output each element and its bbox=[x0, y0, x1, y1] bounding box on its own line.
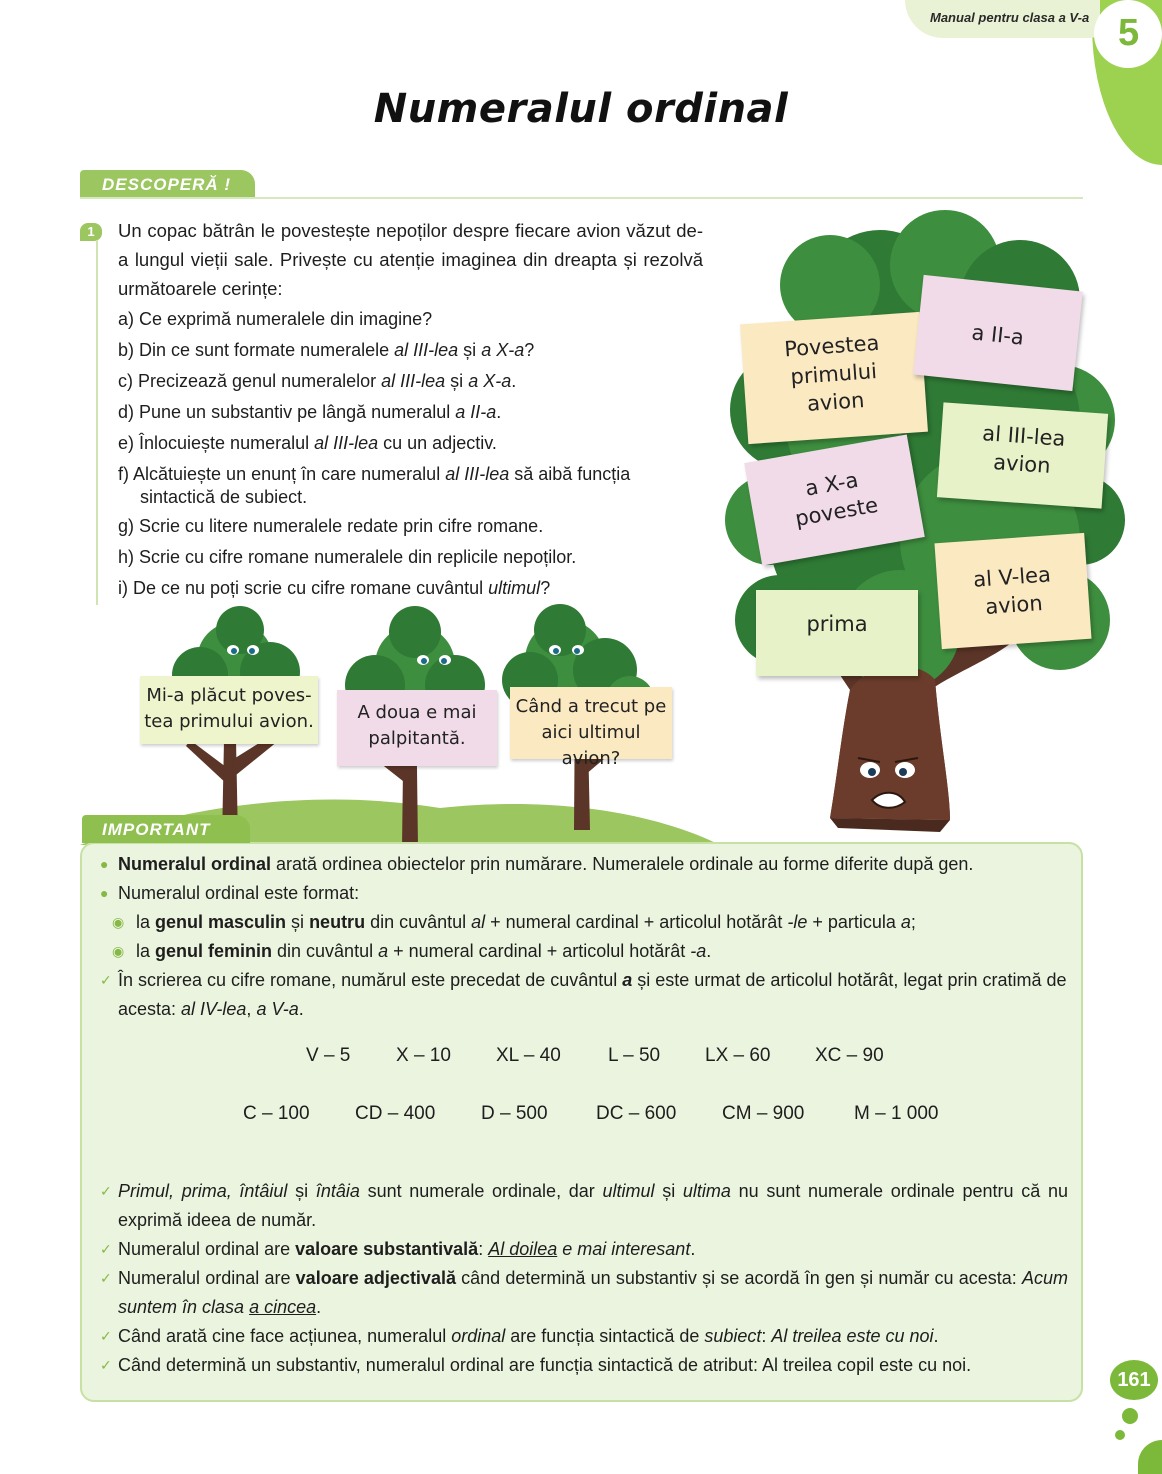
task-c: c) Precizează genul numeralelor al III-lea și a X-a. bbox=[118, 371, 517, 391]
rule-subject: ✓ Când arată cine face acțiunea, numeralul ordinal are funcția sintactică de subiect: Al treilea este cu noi. bbox=[98, 1322, 1068, 1351]
descopera-label: DESCOPERĂ ! bbox=[80, 170, 255, 198]
speech-note-3: Când a trecut pe aici ultimul avion? bbox=[510, 687, 672, 759]
check-icon: ✓ bbox=[100, 1270, 112, 1286]
chapter-number: 5 bbox=[1118, 12, 1140, 54]
roman-item: M – 1 000 bbox=[854, 1103, 939, 1124]
rule-formation: ● Numeralul ordinal este format: bbox=[98, 879, 1068, 908]
roman-item: CD – 400 bbox=[355, 1103, 436, 1124]
task-h: h) Scrie cu cifre romane numeralele din replicile nepoților. bbox=[118, 547, 577, 567]
check-icon: ✓ bbox=[100, 972, 112, 988]
important-content bbox=[98, 850, 1068, 1380]
decor-dot bbox=[1122, 1408, 1138, 1424]
speech-note-1: Mi-a plăcut poves- tea primului avion. bbox=[140, 676, 318, 744]
roman-item: X – 10 bbox=[396, 1045, 451, 1066]
roman-item: XC – 90 bbox=[815, 1045, 884, 1066]
task-e: e) Înlocuiește numeralul al III-lea cu un adjectiv. bbox=[118, 433, 497, 453]
check-icon: ✓ bbox=[100, 1241, 112, 1257]
decor-dot bbox=[1115, 1430, 1125, 1440]
rule-roman: ✓ În scrierea cu cifre romane, numărul este precedat de cuvântul a și este urmat de articolul hotărât, legat prin cratimă de acesta: al IV-lea, a V-a. bbox=[98, 966, 1068, 1024]
task-a: a) Ce exprimă numeralele din imagine? bbox=[118, 309, 433, 329]
check-icon: ✓ bbox=[100, 1357, 112, 1373]
note-al-iii-lea-avion: al III-lea avion bbox=[937, 402, 1108, 508]
exercise-intro: Un copac bătrân le povestește nepoților despre fiecare avion văzut de-a lungul vieții sale. Privește cu atenție imaginea din dreapta și rezolvă următoarele cerințe: bbox=[118, 220, 703, 299]
speech-note-2: A doua e mai palpitantă. bbox=[337, 690, 497, 766]
task-i: i) De ce nu poți scrie cu cifre romane cuvântul ultimul? bbox=[118, 578, 551, 598]
note-prima: prima bbox=[756, 590, 918, 676]
roman-row-1 bbox=[98, 1041, 1068, 1099]
radio-bullet-icon: ◉ bbox=[112, 914, 125, 930]
roman-item: DC – 600 bbox=[596, 1103, 677, 1124]
rule-adjectival: ✓ Numeralul ordinal are valoare adjectivală când determină un substantiv și se acordă în gen și număr cu acesta: Acum suntem în clasa a cincea. bbox=[98, 1264, 1068, 1322]
task-f-continued: sintactică de subiect. bbox=[140, 487, 308, 507]
task-g: g) Scrie cu litere numeralele redate prin cifre romane. bbox=[118, 516, 544, 536]
note-a-ii-a: a II-a bbox=[913, 275, 1083, 391]
note-al-v-lea-avion: al V-lea avion bbox=[934, 533, 1091, 649]
important-label: IMPORTANT bbox=[82, 815, 250, 843]
rule-primul: ✓ Primul, prima, întâiul și întâia sunt numerale ordinale, dar ultimul și ultima nu sunt numerale ordinale pentru că nu exprimă ideea de număr. bbox=[98, 1177, 1068, 1235]
note-a-x-a-poveste: a X-a poveste bbox=[744, 434, 925, 565]
rule-attribute: ✓ Când determină un substantiv, numeralul ordinal are funcția sintactică de atribut: Al treilea copil este cu noi. bbox=[98, 1351, 1068, 1380]
rule-substantival: ✓ Numeralul ordinal are valoare substantivală: Al doilea e mai interesant. bbox=[98, 1235, 1068, 1264]
page-title: Numeralul ordinal bbox=[373, 86, 789, 132]
roman-item: LX – 60 bbox=[705, 1045, 771, 1066]
roman-item: L – 50 bbox=[608, 1045, 661, 1066]
roman-item: C – 100 bbox=[243, 1103, 310, 1124]
exercise-number: 1 bbox=[80, 223, 102, 241]
rule-definition: ● Numeralul ordinal arată ordinea obiectelor prin numărare. Numeralele ordinale au forme diferite după gen. bbox=[98, 850, 1068, 879]
task-d: d) Pune un substantiv pe lângă numeralul a II-a. bbox=[118, 402, 502, 422]
book-title: Manual pentru clasa a V-a bbox=[930, 10, 1090, 25]
task-b: b) Din ce sunt formate numeralele al III-lea și a X-a? bbox=[118, 340, 535, 360]
roman-item: XL – 40 bbox=[496, 1045, 561, 1066]
check-icon: ✓ bbox=[100, 1328, 112, 1344]
bullet-icon: ● bbox=[100, 885, 109, 901]
task-f: f) Alcătuiește un enunț în care numeralul al III-lea să aibă funcția bbox=[118, 464, 631, 484]
roman-row-2 bbox=[98, 1099, 1068, 1157]
bullet-icon: ● bbox=[100, 856, 109, 872]
page-number: 161 bbox=[1110, 1360, 1158, 1400]
roman-item: D – 500 bbox=[481, 1103, 548, 1124]
check-icon: ✓ bbox=[100, 1183, 112, 1199]
rule-masculine: ◉ la genul masculin și neutru din cuvântul al + numeral cardinal + articolul hotărât -le + particula a; bbox=[98, 908, 1068, 937]
roman-item: V – 5 bbox=[306, 1045, 351, 1066]
roman-item: CM – 900 bbox=[722, 1103, 805, 1124]
rule-feminine: ◉ la genul feminin din cuvântul a + numeral cardinal + articolul hotărât -a. bbox=[98, 937, 1068, 966]
radio-bullet-icon: ◉ bbox=[112, 943, 125, 959]
note-povestea-primului-avion: Povestea primului avion bbox=[740, 312, 928, 444]
